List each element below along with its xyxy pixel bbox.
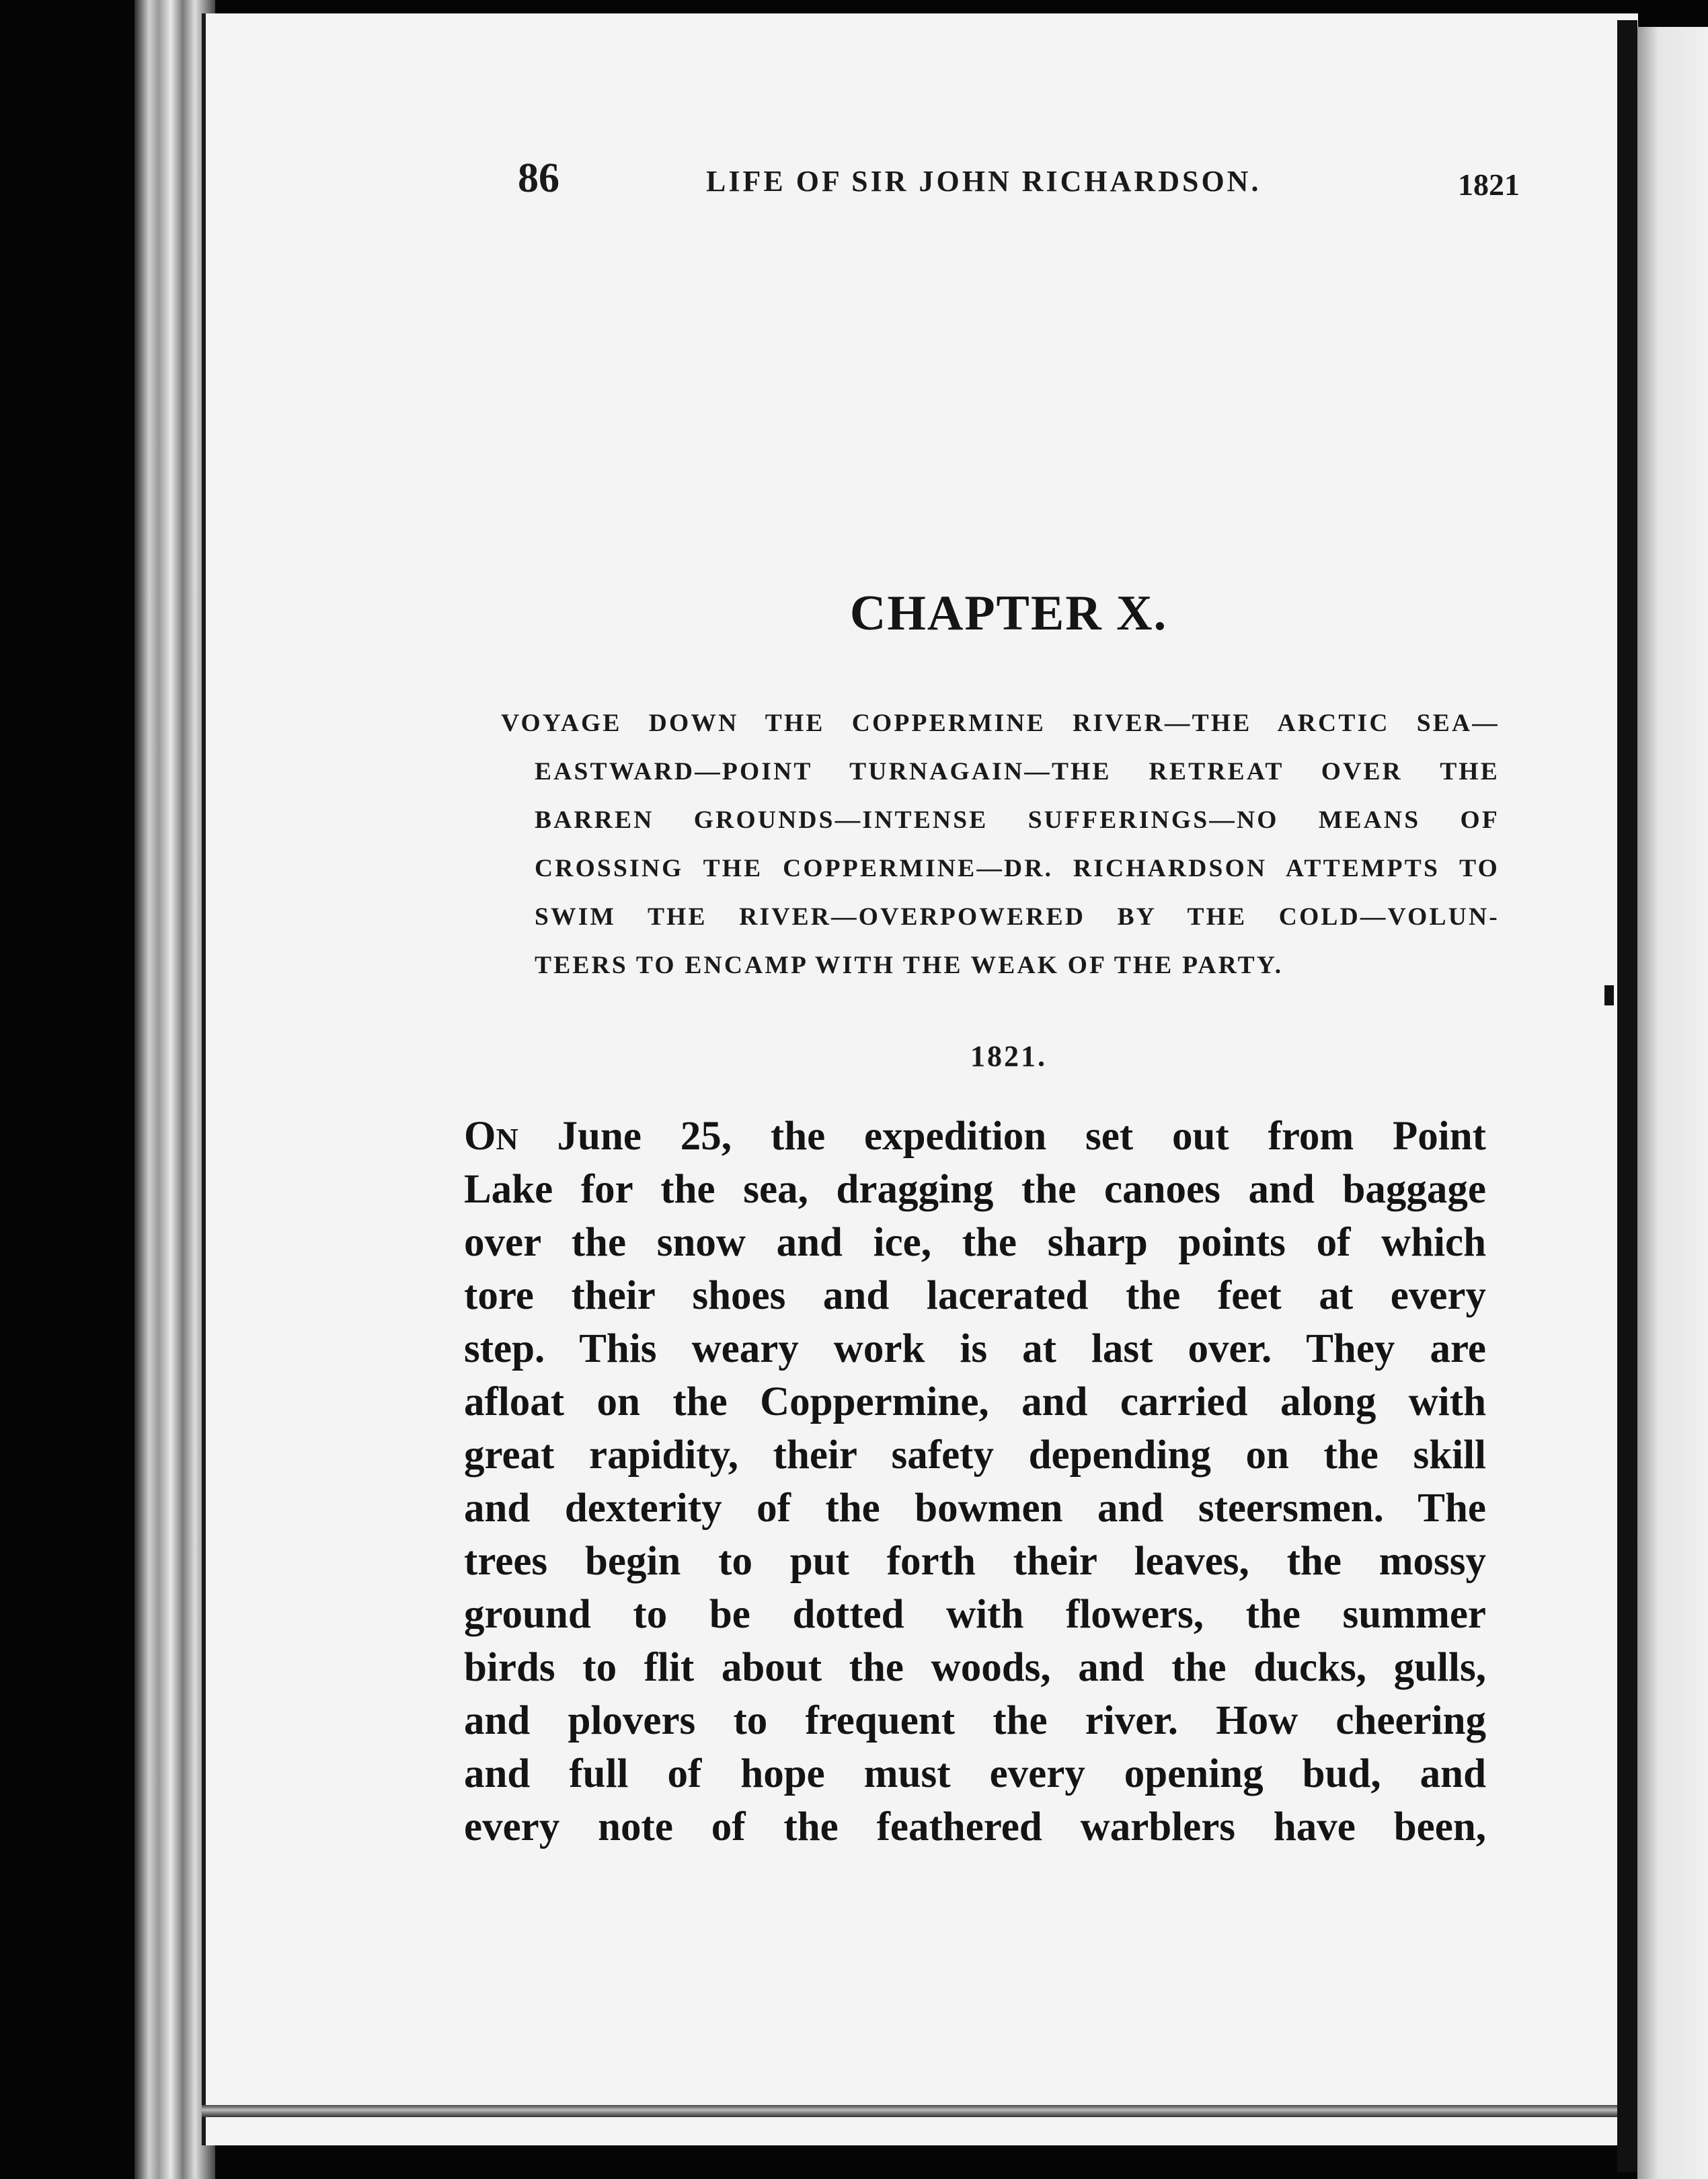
body-line: birds to flit about the woods, and the ducks, gulls,	[464, 1645, 1486, 1690]
synopsis-line: EASTWARD—POINT TURNAGAIN—THE RETREAT OVER THE	[535, 758, 1500, 786]
initial-letter: O	[464, 1114, 496, 1159]
chapter-synopsis	[501, 699, 1500, 990]
initial-word-rest: N	[496, 1122, 518, 1156]
body-line: tore their shoes and lacerated the feet at every	[464, 1273, 1486, 1318]
body-line: over the snow and ice, the sharp points of which	[464, 1220, 1486, 1265]
body-line	[464, 1110, 1486, 1163]
body-line: afloat on the Coppermine, and carried along with	[464, 1379, 1486, 1424]
synopsis-line: TEERS TO ENCAMP WITH THE WEAK OF THE PARTY.	[535, 952, 1284, 979]
synopsis-line: CROSSING THE COPPERMINE—DR. RICHARDSON ATTEMPTS TO	[535, 855, 1500, 882]
body-line: great rapidity, their safety depending on the skill	[464, 1432, 1486, 1478]
adjacent-page-edge	[1637, 27, 1708, 2179]
body-line: and dexterity of the bowmen and steersmen. The	[464, 1486, 1486, 1531]
header-year: 1821	[1458, 167, 1520, 202]
body-line: Lake for the sea, dragging the canoes and baggage	[464, 1167, 1486, 1212]
first-line-text: June 25, the expedition set out from Point	[518, 1114, 1486, 1159]
running-title: LIFE OF SIR JOHN RICHARDSON.	[706, 165, 1261, 198]
body-text	[464, 1110, 1486, 1853]
body-line: every note of the feathered warblers have been,	[464, 1804, 1486, 1849]
body-line: ground to be dotted with flowers, the summer	[464, 1592, 1486, 1637]
chapter-year: 1821.	[970, 1040, 1047, 1073]
synopsis-line: VOYAGE DOWN THE COPPERMINE RIVER—THE ARCTIC SEA—	[501, 710, 1500, 737]
page-number: 86	[518, 155, 559, 201]
synopsis-line: SWIM THE RIVER—OVERPOWERED BY THE COLD—VOLUN-	[535, 903, 1500, 931]
chapter-title: CHAPTER X.	[849, 586, 1168, 641]
body-line: and plovers to frequent the river. How cheering	[464, 1698, 1486, 1743]
running-head	[518, 155, 1520, 208]
page-bottom-edge	[202, 2105, 1634, 2117]
page-gutter	[1617, 20, 1637, 2172]
page-mark	[1604, 985, 1614, 1005]
body-line: and full of hope must every opening bud, and	[464, 1751, 1486, 1796]
synopsis-line: BARREN GROUNDS—INTENSE SUFFERINGS—NO MEANS OF	[535, 806, 1500, 834]
body-line: step. This weary work is at last over. They are	[464, 1326, 1486, 1371]
body-line: trees begin to put forth their leaves, the mossy	[464, 1539, 1486, 1584]
